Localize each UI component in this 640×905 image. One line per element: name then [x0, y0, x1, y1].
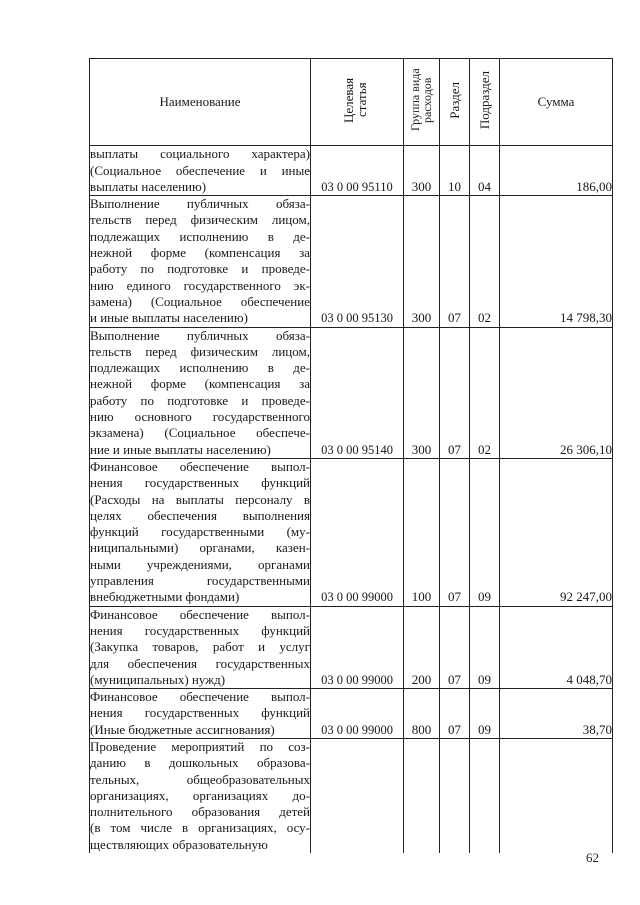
name-line: ществляющих образовательную	[90, 836, 268, 852]
name-line: нежной форме (компенсация за	[90, 376, 310, 392]
row-target-article-value: 03 0 00 95130	[321, 311, 393, 326]
table-row	[90, 458, 613, 606]
row-target-article-cell	[311, 738, 404, 853]
row-section-cell	[440, 458, 470, 606]
name-line: экзамена) (Социальное обеспече-	[90, 425, 310, 441]
row-name-cell	[90, 689, 311, 739]
row-section-cell	[440, 146, 470, 196]
row-name-cell	[90, 458, 311, 606]
name-line: замена) (Социальное обеспечение	[90, 293, 310, 309]
row-target-article-cell	[311, 327, 404, 458]
row-target-article-value: 03 0 00 95140	[321, 442, 393, 457]
row-name-cell	[90, 146, 311, 196]
row-sum-cell	[500, 738, 613, 853]
header-row	[90, 59, 613, 146]
row-target-article-value: 03 0 00 99000	[321, 590, 393, 605]
row-subsection-cell	[470, 196, 500, 327]
name-line: ние и иные выплаты населению)	[90, 441, 271, 457]
row-sum-value: 38,70	[582, 721, 612, 737]
header-sum: Сумма	[500, 59, 613, 146]
table-row	[90, 196, 613, 327]
row-section-value: 07	[448, 310, 461, 326]
name-line: Проведение мероприятий по соз-	[90, 738, 310, 754]
table-body	[90, 146, 613, 853]
name-line: (Иные бюджетные ассигнования)	[90, 721, 275, 737]
table-row	[90, 327, 613, 458]
row-sum-cell	[500, 606, 613, 688]
name-line: Выполнение публичных обяза-	[90, 196, 310, 212]
row-expense-group-cell	[404, 196, 440, 327]
name-line: тельных, общеобразовательных	[90, 771, 310, 787]
row-subsection-cell	[470, 327, 500, 458]
name-line: и иные выплаты населению)	[90, 310, 248, 326]
row-sum-value: 186,00	[576, 178, 612, 194]
name-line: (в том числе в организациях, осу-	[90, 820, 310, 836]
header-section: Раздел	[440, 59, 470, 146]
name-line: данию в дошкольных образова-	[90, 755, 310, 771]
row-expense-group-cell	[404, 458, 440, 606]
name-line: выплаты социального характера)	[90, 146, 310, 162]
name-line: нию основного государственного	[90, 409, 310, 425]
row-subsection-value: 09	[478, 671, 491, 687]
row-target-article-cell	[311, 146, 404, 196]
name-line: полнительного образования детей	[90, 804, 310, 820]
row-target-article-cell	[311, 606, 404, 688]
row-target-article-value: 03 0 00 95110	[321, 179, 393, 194]
row-subsection-value: 02	[478, 441, 491, 457]
row-target-article-cell	[311, 196, 404, 327]
row-name-cell	[90, 606, 311, 688]
row-target-article-cell	[311, 458, 404, 606]
row-expense-group-value: 200	[411, 671, 432, 687]
row-section-value: 07	[448, 441, 461, 457]
row-expense-group-value: 300	[411, 310, 432, 326]
name-line: управления государственными	[90, 573, 310, 589]
name-line: ниципальными) органами, казен-	[90, 540, 310, 556]
row-sum-cell	[500, 327, 613, 458]
name-line: работу по подготовке и проведе-	[90, 392, 310, 408]
row-target-article-cell	[311, 689, 404, 739]
page-number: 62	[586, 850, 599, 865]
row-sum-cell	[500, 146, 613, 196]
name-line: подлежащих исполнению в де-	[90, 228, 310, 244]
row-section-value: 07	[448, 671, 461, 687]
name-line: ными учреждениями, органами	[90, 556, 310, 572]
name-line: (Социальное обеспечение и иные	[90, 162, 310, 178]
row-sum-value: 26 306,10	[560, 441, 612, 457]
name-line: (Расходы на выплаты персоналу в	[90, 491, 310, 507]
name-line: Финансовое обеспечение выпол-	[90, 606, 310, 622]
table-row	[90, 146, 613, 196]
header-subsection: Подраздел	[470, 59, 500, 146]
row-sum-cell	[500, 689, 613, 739]
budget-table	[89, 58, 613, 853]
name-line: работу по подготовке и проведе-	[90, 261, 310, 277]
row-expense-group-cell	[404, 689, 440, 739]
name-line: нения государственных функций	[90, 475, 310, 491]
row-name-cell	[90, 196, 311, 327]
name-line: Финансовое обеспечение выпол-	[90, 689, 310, 705]
header-name: Наименование	[90, 59, 311, 146]
name-line: нения государственных функций	[90, 705, 310, 721]
row-subsection-cell	[470, 458, 500, 606]
row-expense-group-value: 300	[411, 178, 432, 194]
name-line: Финансовое обеспечение выпол-	[90, 458, 310, 474]
name-line: тельств перед физическим лицом,	[90, 343, 310, 359]
row-subsection-value: 09	[478, 721, 491, 737]
header-expense-group: Группа вида расходов	[404, 59, 440, 146]
row-section-cell	[440, 606, 470, 688]
row-expense-group-cell	[404, 327, 440, 458]
name-line: целях обеспечения выполнения	[90, 507, 310, 523]
row-expense-group-value: 100	[411, 589, 432, 605]
table-row	[90, 738, 613, 853]
name-line: нию единого государственного эк-	[90, 277, 310, 293]
row-subsection-cell	[470, 738, 500, 853]
row-subsection-value: 02	[478, 310, 491, 326]
row-sum-value: 4 048,70	[566, 671, 612, 687]
row-expense-group-cell	[404, 738, 440, 853]
table-row	[90, 689, 613, 739]
row-expense-group-value: 800	[411, 721, 432, 737]
row-sum-cell	[500, 458, 613, 606]
row-section-cell	[440, 196, 470, 327]
row-sum-value: 14 798,30	[560, 310, 612, 326]
name-line: нения государственных функций	[90, 622, 310, 638]
row-expense-group-cell	[404, 606, 440, 688]
row-subsection-cell	[470, 606, 500, 688]
row-subsection-cell	[470, 689, 500, 739]
row-sum-value: 92 247,00	[560, 589, 612, 605]
row-section-cell	[440, 738, 470, 853]
name-line: выплаты населению)	[90, 178, 207, 194]
row-expense-group-cell	[404, 146, 440, 196]
row-section-value: 10	[448, 178, 461, 194]
name-line: Выполнение публичных обяза-	[90, 327, 310, 343]
name-line: функций государственными (му-	[90, 524, 310, 540]
row-section-value: 07	[448, 721, 461, 737]
name-line: (муниципальных) нужд)	[90, 671, 226, 687]
header-target-article: Целевая статья	[311, 59, 404, 146]
row-name-cell	[90, 738, 311, 853]
row-subsection-value: 04	[478, 178, 491, 194]
row-sum-cell	[500, 196, 613, 327]
name-line: тельств перед физическим лицом,	[90, 212, 310, 228]
row-subsection-value: 09	[478, 589, 491, 605]
name-line: организациях, организациях до-	[90, 787, 310, 803]
row-section-value: 07	[448, 589, 461, 605]
row-target-article-value: 03 0 00 99000	[321, 722, 393, 737]
row-section-cell	[440, 327, 470, 458]
row-target-article-value: 03 0 00 99000	[321, 672, 393, 687]
name-line: внебюджетными фондами)	[90, 589, 240, 605]
row-subsection-cell	[470, 146, 500, 196]
name-line: для обеспечения государственных	[90, 655, 310, 671]
row-expense-group-value: 300	[411, 441, 432, 457]
table-row	[90, 606, 613, 688]
name-line: (Закупка товаров, работ и услуг	[90, 639, 310, 655]
row-name-cell	[90, 327, 311, 458]
name-line: нежной форме (компенсация за	[90, 245, 310, 261]
row-section-cell	[440, 689, 470, 739]
name-line: подлежащих исполнению в де-	[90, 360, 310, 376]
